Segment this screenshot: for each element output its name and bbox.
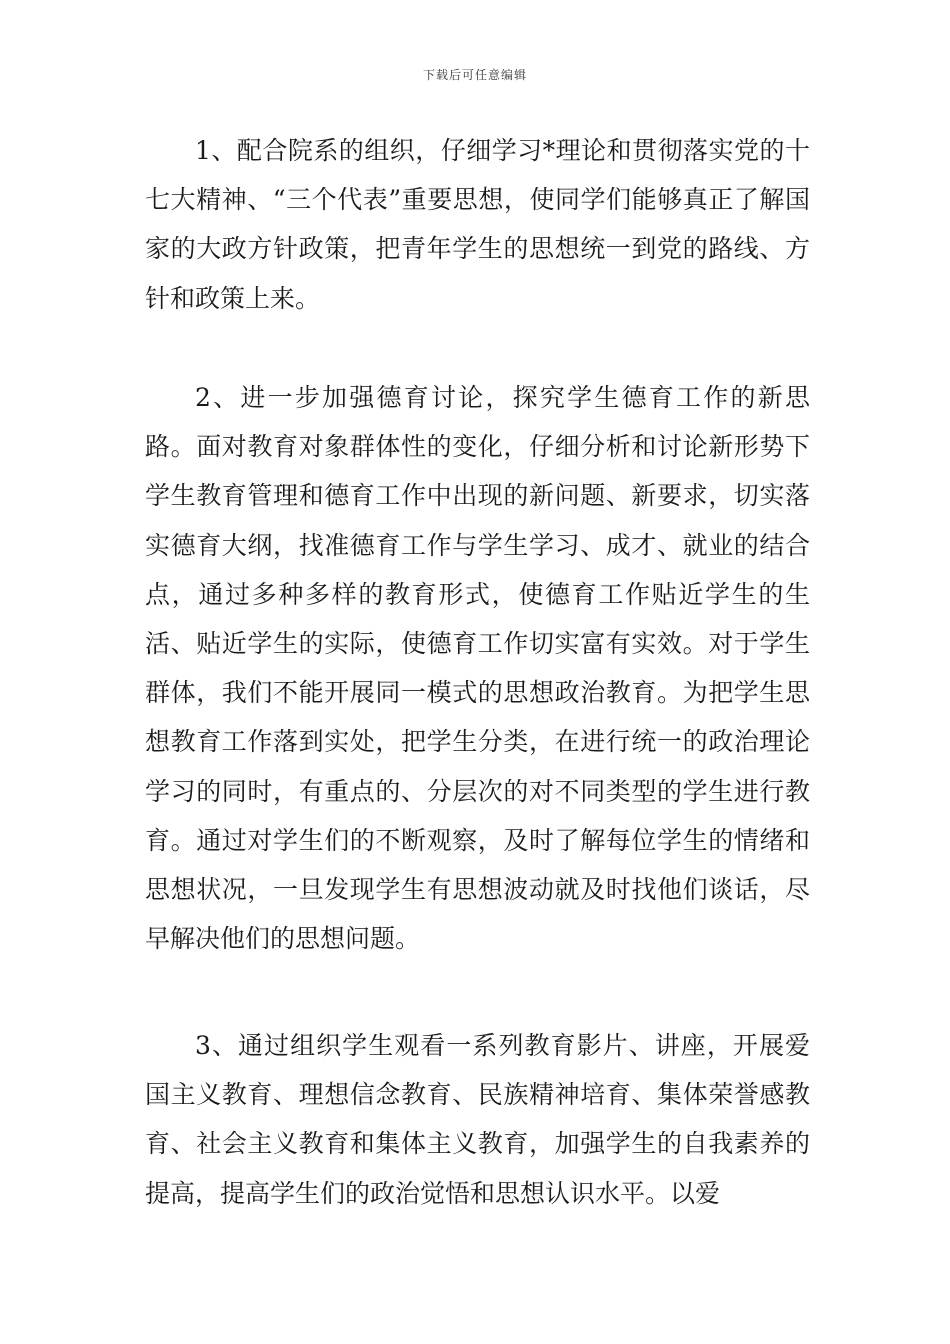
paragraph-1: 1、配合院系的组织，仔细学习*理论和贯彻落实党的十七大精神、“三个代表”重要思想，使同学们能够真正了解国家的大政方针政策，把青年学生的思想统一到党的路线、方针和政策上来。 bbox=[145, 136, 810, 313]
paragraph-2: 2、进一步加强德育讨论，探究学生德育工作的新思路。面对教育对象群体性的变化，仔细分析和讨论新形势下学生教育管理和德育工作中出现的新问题、新要求，切实落实德育大纲，找准德育工作与学生学习、成才、就业的结合点，通过多种多样的教育形式，使德育工作贴近学生的生活、贴近学生的实际，使德育工作切实富有实效。对于学生群体，我们不能开展同一模式的思想政治教育。为把学生思想教育工作落到实处，把学生分类，在进行统一的政治理论学习的同时，有重点的、分层次的对不同类型的学生进行教育。通过对学生们的不断观察，及时了解每位学生的情绪和思想状况，一旦发现学生有思想波动就及时找他们谈话，尽早解决他们的思想问题。 bbox=[145, 383, 810, 954]
header-note: 下载后可任意编辑 bbox=[422, 68, 527, 82]
paragraph-3: 3、通过组织学生观看一系列教育影片、讲座，开展爱国主义教育、理想信念教育、民族精神培育、集体荣誉感教育、社会主义教育和集体主义教育，加强学生的自我素养的提高，提高学生们的政治觉悟和思想认识水平。以爱 bbox=[145, 1031, 810, 1208]
